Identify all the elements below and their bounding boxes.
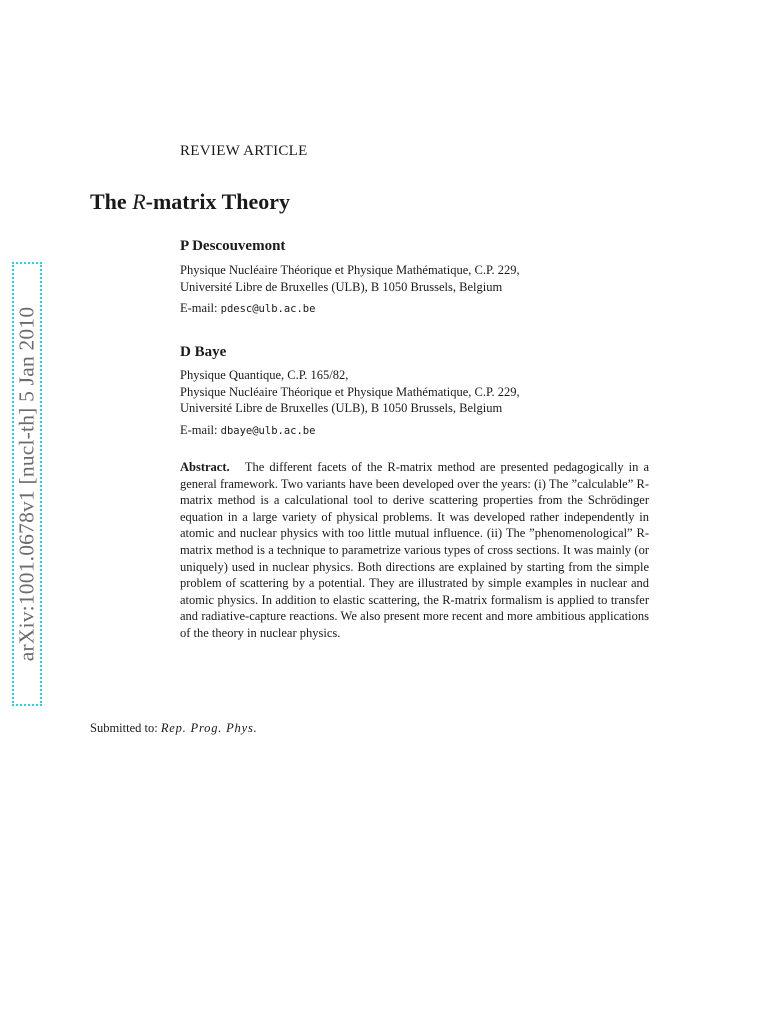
arxiv-identifier: arXiv:1001.0678v1 [nucl-th] 5 Jan 2010 bbox=[14, 306, 39, 662]
affiliation-line: Physique Nucléaire Théorique et Physique Mathématique, C.P. 229, bbox=[180, 384, 520, 399]
email-address[interactable]: dbaye@ulb.ac.be bbox=[220, 425, 316, 437]
title-suffix: -matrix Theory bbox=[145, 189, 291, 214]
affiliation-line: Université Libre de Bruxelles (ULB), B 1050 Brussels, Belgium bbox=[180, 401, 503, 415]
abstract-label: Abstract. bbox=[180, 460, 230, 474]
title-italic: R bbox=[132, 189, 146, 214]
journal-name: Rep. Prog. Phys. bbox=[160, 721, 258, 735]
affiliation-line: Université Libre de Bruxelles (ULB), B 1050 Brussels, Belgium bbox=[180, 279, 503, 294]
title-prefix: The bbox=[90, 189, 133, 214]
affiliation-line: Physique Nucléaire Théorique et Physique Mathématique, C.P. 229, bbox=[180, 263, 520, 277]
author-affiliation bbox=[180, 262, 520, 295]
abstract-text: The different facets of the R-matrix method are presented pedagogically in a general framework. Two variants have been developed over the years: (i) The ”calculable” R-matrix method is a calculational tool to derive scattering properties from the Schrödinger equation in a large variety of physical problems. It was developed rather independently in atomic and nuclear physics with too little mutual influence. (ii) The ”phenomenological” R-matrix method is a technique to parametrize various types of cross sections. It was mainly (or uniquely) used in nuclear physics. Both directions are explained by starting from the simple problem of scattering by a potential. They are illustrated by simple examples in nuclear and atomic physics. In addition to elastic scattering, the R-matrix formalism is applied to transfer and radiative-capture reactions. We also present more recent and more ambitious applications of the theory in nuclear physics. bbox=[180, 460, 649, 640]
submitted-label: Submitted to: bbox=[90, 721, 161, 735]
email-label: E-mail: bbox=[180, 301, 221, 315]
author-email bbox=[180, 301, 315, 316]
author-affiliation bbox=[180, 367, 520, 417]
email-address[interactable]: pdesc@ulb.ac.be bbox=[220, 303, 316, 315]
article-type: REVIEW ARTICLE bbox=[180, 143, 308, 159]
abstract bbox=[180, 459, 649, 642]
affiliation-line: Physique Quantique, C.P. 165/82, bbox=[180, 368, 349, 382]
author-email bbox=[180, 423, 315, 438]
arxiv-stamp bbox=[12, 262, 42, 706]
paper-title bbox=[90, 189, 290, 215]
author-name: P Descouvemont bbox=[180, 238, 286, 254]
submitted-to bbox=[90, 721, 258, 736]
author-name: D Baye bbox=[180, 344, 227, 360]
email-label: E-mail: bbox=[180, 423, 221, 437]
